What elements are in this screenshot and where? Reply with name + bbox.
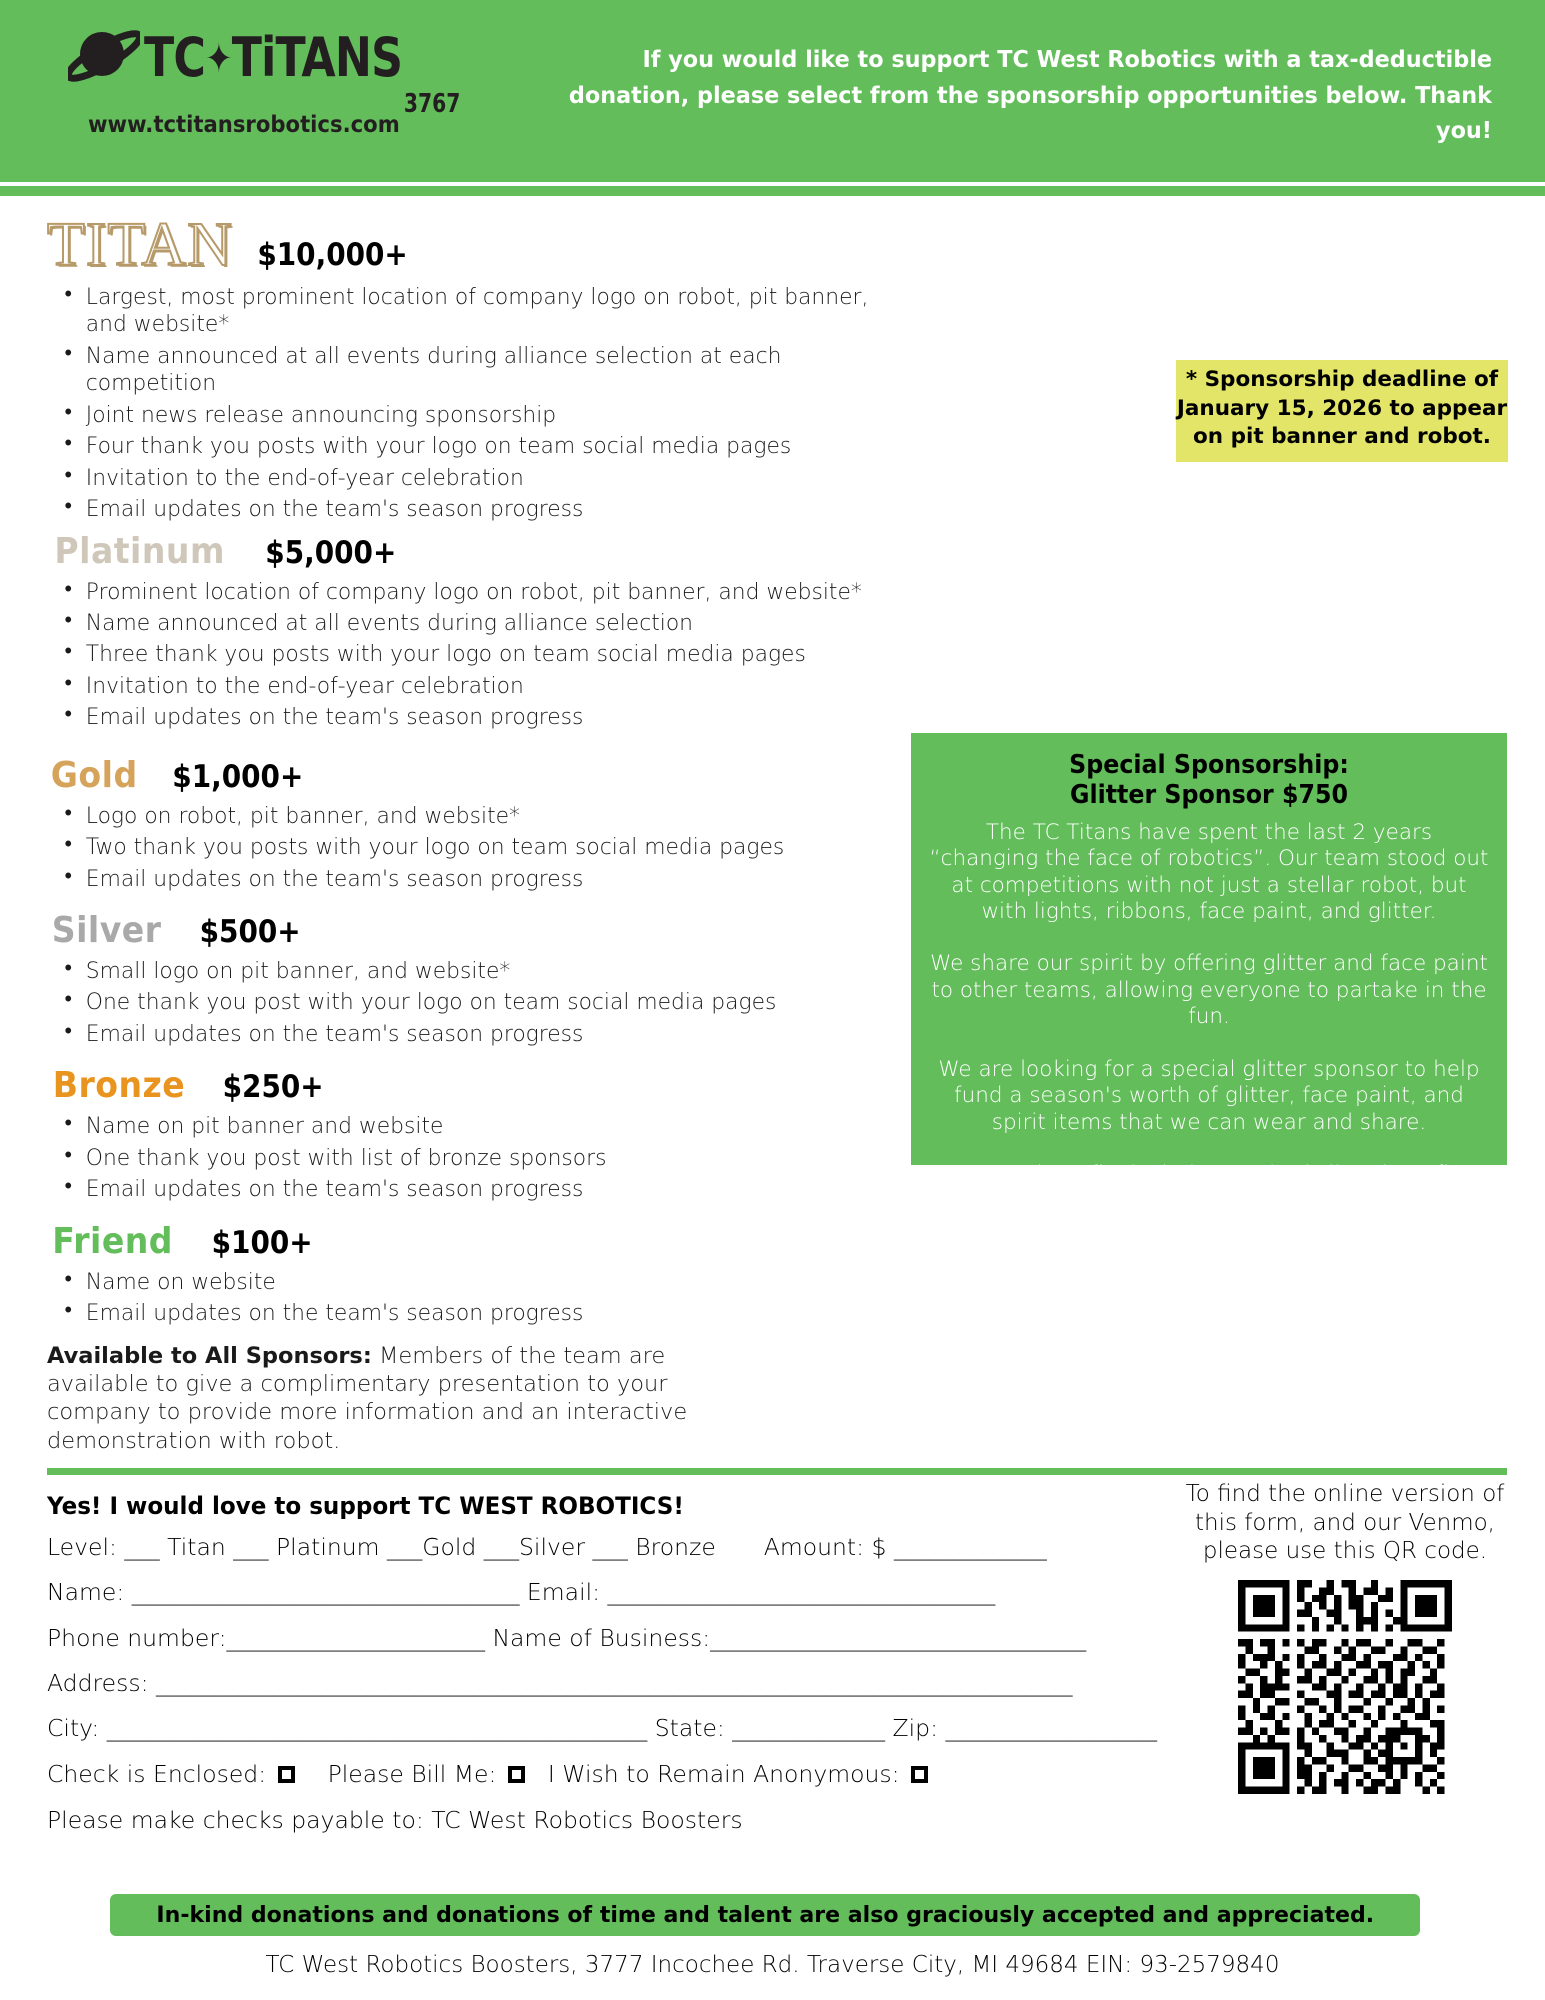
team-logo: [68, 22, 461, 119]
tier-benefits-titan: [47, 284, 927, 524]
tier-header: [47, 211, 927, 279]
city-state-zip-fields[interactable]: City: ______________________________________________ State: _____________ Zip: __________________: [47, 1714, 1157, 1743]
list-item: • One thank you post with your logo on team social media pages: [47, 989, 901, 1016]
level-field-label[interactable]: Level: ___ Titan ___ Platinum ___Gold ___Silver ___ Bronze: [47, 1533, 716, 1561]
logo-wordmark: [144, 26, 461, 119]
list-item: • Prominent location of company logo on robot, pit banner, and website*: [47, 579, 901, 606]
sponsorship-tiers-list: [47, 212, 927, 1455]
bill-me-label: Please Bill Me:: [327, 1759, 497, 1788]
list-item: • Four thank you posts with your logo on team social media pages: [47, 433, 901, 460]
sponsorship-form: [47, 1492, 1177, 1834]
anonymous-checkbox[interactable]: [911, 1766, 928, 1783]
qr-panel-text: To find the online version of this form, and our Venmo, please use this QR code.: [1185, 1481, 1505, 1565]
glitter-paragraph-1: The TC Titans have spent the last 2 years “changing the face of robotics”. Our team stood out at competitions with not just a stellar robot, but with lights, ribbons, face paint, and glitter.: [929, 819, 1489, 924]
tier-header: [47, 910, 927, 951]
tier-titan: [47, 211, 927, 524]
glitter-sponsor-box: [911, 733, 1507, 1240]
header-logo-area: [0, 0, 520, 182]
tier-name-silver: Silver: [51, 910, 162, 951]
glitter-paragraph-4: Sponsor benefits include standard silver benefits, plus logo recognition on our spirit aprons, and recognition in a spirit-themed social media reel.: [942, 1162, 1476, 1240]
tier-benefits-friend: [47, 1269, 927, 1328]
address-field[interactable]: Address: ______________________________________________________________________________: [47, 1668, 1073, 1697]
tier-gold: [47, 754, 927, 893]
form-row-payment-options[interactable]: [47, 1761, 1177, 1787]
list-item: • Name announced at all events during alliance selection at each competition: [47, 343, 901, 398]
tier-silver: [47, 910, 927, 1048]
tier-amount-bronze: $250+: [222, 1069, 324, 1106]
tier-name-platinum: Platinum: [54, 530, 225, 572]
team-website-url[interactable]: www.tctitansrobotics.com: [88, 112, 400, 138]
list-item: • Invitation to the end-of-year celebration: [47, 673, 901, 700]
tier-amount-friend: $100+: [211, 1224, 313, 1261]
footer-address: TC West Robotics Boosters, 3777 Incochee Rd. Traverse City, MI 49684 EIN: 93-2579840: [265, 1952, 1280, 1978]
tier-name-gold: Gold: [50, 754, 138, 796]
qr-code-panel: [1185, 1480, 1505, 1794]
list-item: • Email updates on the team's season progress: [47, 1300, 901, 1327]
tier-header: [47, 1220, 927, 1262]
tier-name-friend: Friend: [52, 1220, 173, 1262]
tier-benefits-bronze: [47, 1113, 927, 1203]
glitter-paragraph-2: We share our spirit by offering glitter and face paint to other teams, allowing everyone to partake in the fun.: [930, 951, 1488, 1030]
glitter-title-line1: Special Sponsorship:: [1069, 750, 1349, 780]
page-header: [0, 0, 1545, 182]
form-row-address[interactable]: [47, 1670, 1177, 1696]
tier-benefits-gold: [47, 803, 927, 893]
tier-amount-titan: $10,000+: [257, 237, 408, 273]
qr-code-icon[interactable]: [1238, 1580, 1452, 1794]
header-divider-bar: [0, 186, 1545, 196]
glitter-title-line2: Glitter Sponsor $750: [1069, 779, 1349, 810]
tier-benefits-silver: [47, 958, 927, 1048]
list-item: • One thank you post with list of bronze sponsors: [47, 1145, 901, 1172]
inkind-donations-text: In-kind donations and donations of time and talent are also graciously accepted and appreciated.: [156, 1902, 1374, 1928]
tier-friend: [47, 1220, 927, 1328]
list-item: • Email updates on the team's season progress: [47, 1021, 901, 1048]
tier-amount-silver: $500+: [199, 914, 301, 950]
form-row-name-email[interactable]: [47, 1579, 1177, 1605]
available-to-all-sponsors-label: Available to All Sponsors:: [47, 1342, 372, 1369]
checks-payable-text: Please make checks payable to: TC West Robotics Boosters: [47, 1805, 743, 1834]
tier-name-titan: TITAN: [47, 211, 233, 279]
list-item: • Three thank you posts with your logo on team social media pages: [47, 641, 901, 668]
form-row-city-state-zip[interactable]: [47, 1715, 1177, 1741]
tier-benefits-platinum: [47, 579, 927, 732]
form-divider-bar: [47, 1468, 1507, 1475]
tier-header: [47, 754, 927, 796]
anonymous-label: I Wish to Remain Anonymous:: [547, 1759, 900, 1788]
check-enclosed-checkbox[interactable]: [278, 1766, 295, 1783]
saturn-planet-icon: [68, 22, 140, 94]
list-item: • Small logo on pit banner, and website*: [47, 958, 901, 985]
list-item: • Two thank you posts with your logo on team social media pages: [47, 834, 901, 861]
list-item: • Name on website: [47, 1269, 901, 1296]
list-item: • Email updates on the team's season progress: [47, 496, 901, 523]
tier-amount-gold: $1,000+: [172, 758, 304, 795]
form-row-phone-business[interactable]: [47, 1625, 1177, 1651]
header-tagline: If you would like to support TC West Robotics with a tax-deductible donation, please select from the sponsorship opportunities below. Thank you!: [568, 45, 1492, 145]
tier-bronze: [47, 1065, 927, 1203]
list-item: • Largest, most prominent location of company logo on robot, pit banner, and website*: [47, 284, 901, 339]
available-to-all-sponsors: [47, 1342, 707, 1455]
tier-header: [47, 1065, 927, 1107]
list-item: • Logo on robot, pit banner, and website*: [47, 803, 901, 830]
available-to-all-sponsors-text: Members of the team are available to give a complimentary presentation to your company to provide more information and an interactive demonstration with robot.: [47, 1342, 688, 1454]
list-item: • Email updates on the team's season progress: [47, 866, 901, 893]
inkind-donations-banner: [110, 1894, 1420, 1936]
glitter-paragraph-3: We are looking for a special glitter sponsor to help fund a season's worth of glitter, face paint, and spirit items that we can wear and share.: [938, 1056, 1480, 1135]
list-item: • Name on pit banner and website: [47, 1113, 901, 1140]
deadline-note-text: * Sponsorship deadline of January 15, 2026 to appear on pit banner and robot.: [1176, 367, 1508, 450]
logo-tc: TC: [144, 26, 206, 89]
tier-platinum: [47, 530, 927, 732]
deadline-note-box: [1176, 360, 1508, 462]
header-tagline-area: [520, 0, 1520, 149]
form-title: Yes! I would love to support TC WEST ROBOTICS!: [47, 1492, 684, 1520]
name-email-fields[interactable]: Name: _________________________________ Email: _________________________________: [47, 1578, 996, 1607]
logo-titans: TiTANS: [231, 26, 403, 89]
bill-me-checkbox[interactable]: [508, 1766, 525, 1783]
list-item: • Email updates on the team's season progress: [47, 1176, 901, 1203]
logo-wordmark-text: [144, 26, 403, 89]
list-item: • Invitation to the end-of-year celebration: [47, 465, 901, 492]
tier-name-bronze: Bronze: [52, 1065, 186, 1107]
check-enclosed-label: Check is Enclosed:: [47, 1759, 267, 1788]
list-item: • Joint news release announcing sponsorship: [47, 402, 901, 429]
phone-business-fields[interactable]: Phone number:______________________ Name of Business:________________________________: [47, 1623, 1087, 1652]
list-item: • Email updates on the team's season progress: [47, 704, 901, 731]
team-number: 3767: [404, 89, 461, 119]
tier-header: [47, 530, 927, 572]
amount-field-label[interactable]: Amount: $ _____________: [763, 1533, 1047, 1561]
form-row-level[interactable]: [47, 1534, 1177, 1560]
tier-amount-platinum: $5,000+: [265, 534, 397, 571]
four-point-star-icon: ✦: [205, 36, 232, 82]
list-item: • Name announced at all events during alliance selection: [47, 610, 901, 637]
